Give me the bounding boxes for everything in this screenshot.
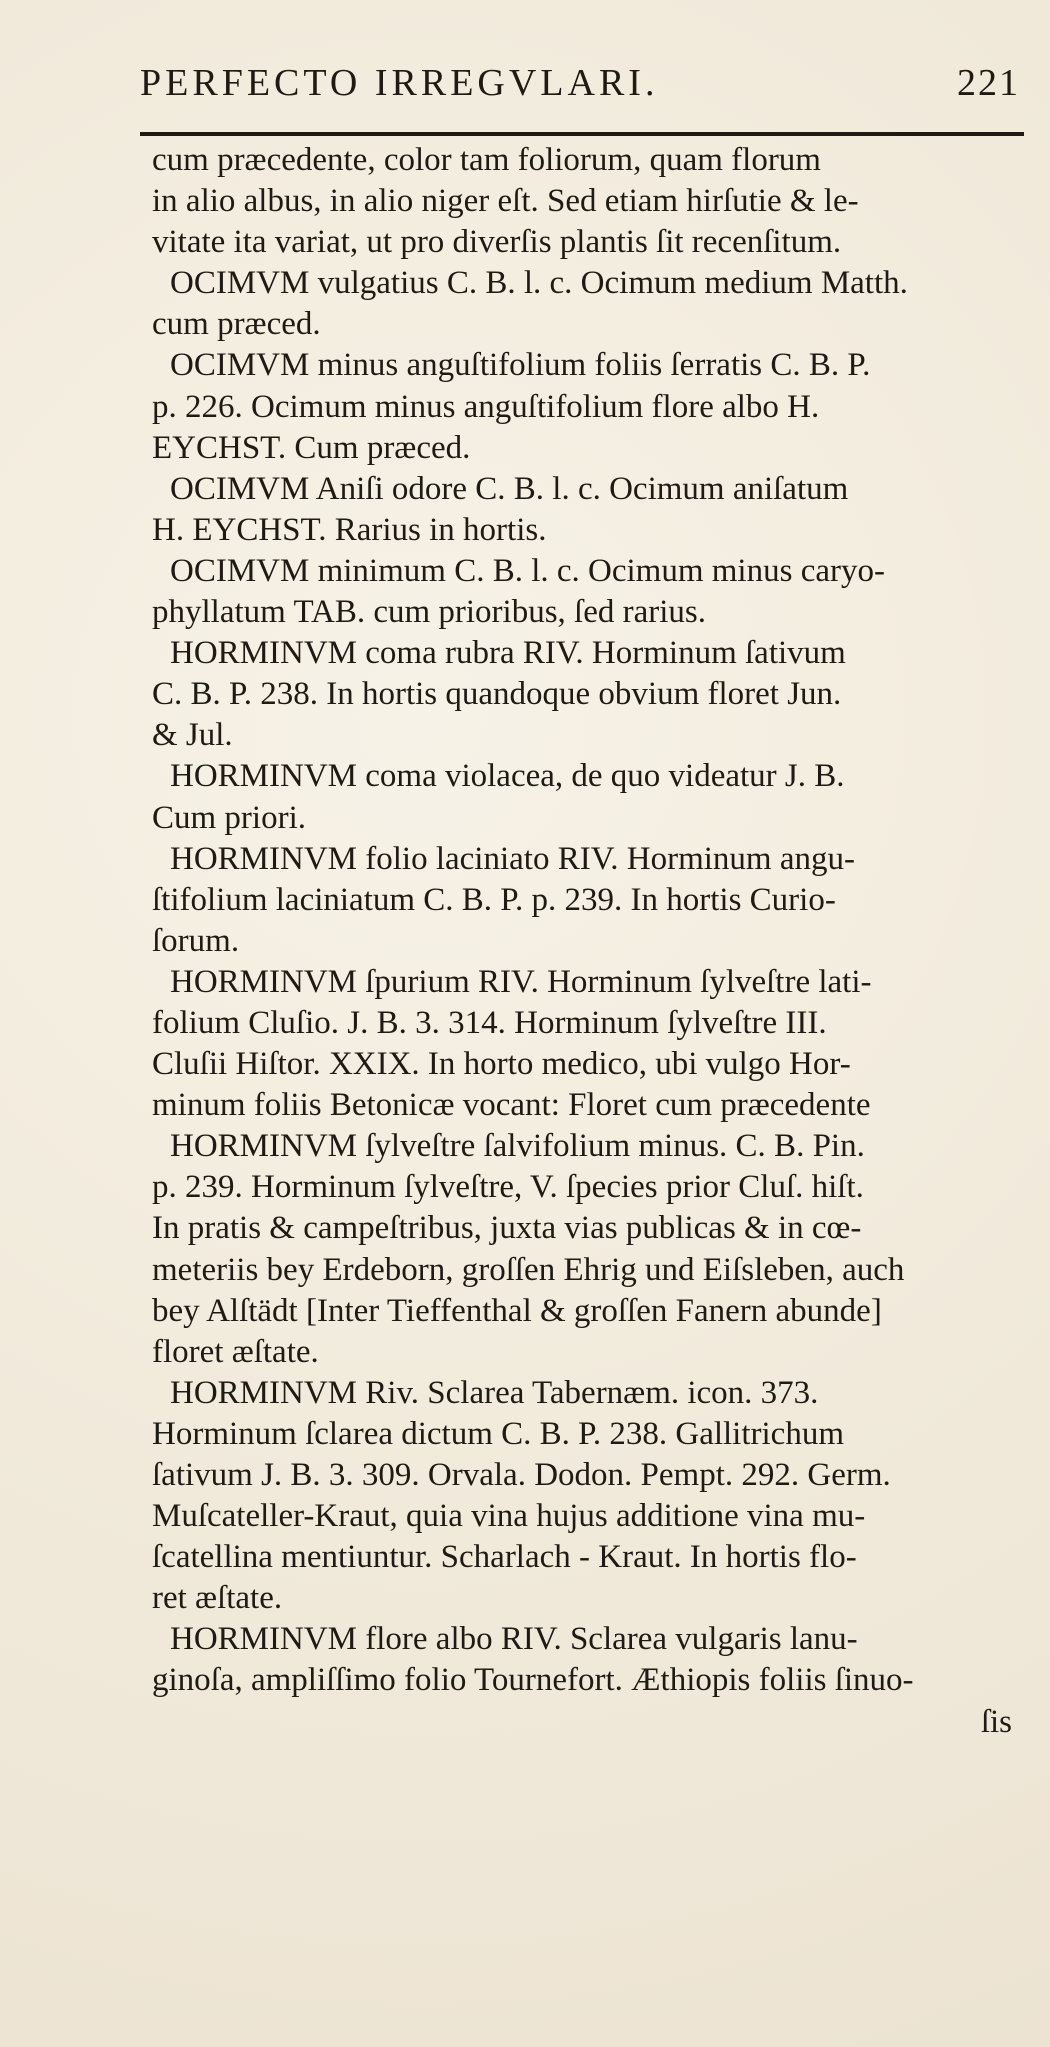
text-line: vitate ita variat, ut pro diverſis plantis ſit recenſitum. <box>152 224 842 261</box>
text-line: ſtifolium laciniatum C. B. P. p. 239. In hortis Curio- <box>152 881 836 918</box>
text-line: C. B. P. 238. In hortis quandoque obvium floret Jun. <box>152 676 842 713</box>
text-line: ſativum J. B. 3. 309. Orvala. Dodon. Pempt. 292. Germ. <box>152 1457 891 1493</box>
text-line: HORMINVM coma rubra RIV. Horminum ſativum <box>170 635 846 672</box>
text-line: HORMINVM folio laciniato RIV. Horminum angu- <box>170 840 855 877</box>
text-line: floret æſtate. <box>152 1333 319 1370</box>
text-line: Cum priori. <box>152 799 306 836</box>
text-line: OCIMVM Aniſi odore C. B. l. c. Ocimum aniſatum <box>170 470 849 507</box>
header-rule <box>140 132 1024 136</box>
text-line: ſorum. <box>152 922 240 959</box>
text-line: ginoſa, ampliſſimo folio Tournefort. Æthiopis foliis ſinuo- <box>152 1662 914 1699</box>
text-line: cum præced. <box>152 306 321 343</box>
text-line: Horminum ſclarea dictum C. B. P. 238. Gallitrichum <box>152 1415 844 1452</box>
text-line: cum præcedente, color tam foliorum, quam florum <box>152 142 821 178</box>
text-line: HORMINVM ſpurium RIV. Horminum ſylveſtre lati- <box>170 963 872 1000</box>
text-line: & Jul. <box>152 717 233 754</box>
body-text <box>152 140 1022 1743</box>
text-line: p. 226. Ocimum minus anguſtifolium flore albo H. <box>152 388 820 425</box>
text-line: In pratis & campeſtribus, juxta vias publicas & in cœ- <box>152 1210 862 1247</box>
text-line: OCIMVM vulgatius C. B. l. c. Ocimum medium Matth. <box>170 265 908 302</box>
text-line: p. 239. Horminum ſylveſtre, V. ſpecies prior Cluſ. hiſt. <box>152 1169 864 1206</box>
text-line: Muſcateller-Kraut, quia vina hujus additione vina mu- <box>152 1498 866 1535</box>
text-line: HORMINVM ſylveſtre ſalvifolium minus. C. B. Pin. <box>170 1128 865 1165</box>
catchword: ſis <box>980 1703 1012 1740</box>
text-line: phyllatum TAB. cum prioribus, ſed rarius. <box>152 594 707 631</box>
text-line: ret æſtate. <box>152 1580 283 1617</box>
text-line: H. EYCHST. Rarius in hortis. <box>152 511 547 548</box>
text-line: HORMINVM Riv. Sclarea Tabernæm. icon. 373. <box>170 1374 819 1411</box>
text-line: Cluſii Hiſtor. XXIX. In horto medico, ubi vulgo Hor- <box>152 1046 851 1083</box>
text-line: bey Alſtädt [Inter Tieffenthal & groſſen Fanern abunde] <box>152 1292 882 1329</box>
page-number: 221 <box>957 62 1020 104</box>
text-line: in alio albus, in alio niger eſt. Sed etiam hirſutie & le- <box>152 183 859 220</box>
text-line: meteriis bey Erdeborn, groſſen Ehrig und Eiſsleben, auch <box>152 1251 905 1288</box>
running-title: PERFECTO IRREGVLARI. <box>140 62 659 104</box>
text-line: HORMINVM flore albo RIV. Sclarea vulgaris lanu- <box>170 1621 858 1658</box>
page-header <box>140 64 1020 102</box>
text-line: folium Cluſio. J. B. 3. 314. Horminum ſylveſtre III. <box>152 1004 827 1041</box>
text-line: EYCHST. Cum præced. <box>152 429 471 466</box>
text-line: minum foliis Betonicæ vocant: Floret cum præcedente <box>152 1087 871 1124</box>
text-line: ſcatellina mentiuntur. Scharlach - Kraut. In hortis flo- <box>152 1539 857 1576</box>
text-line: OCIMVM minus anguſtifolium foliis ſerratis C. B. P. <box>170 347 871 384</box>
text-line: OCIMVM minimum C. B. l. c. Ocimum minus caryo- <box>170 552 885 589</box>
text-line: HORMINVM coma violacea, de quo videatur J. B. <box>170 758 845 795</box>
